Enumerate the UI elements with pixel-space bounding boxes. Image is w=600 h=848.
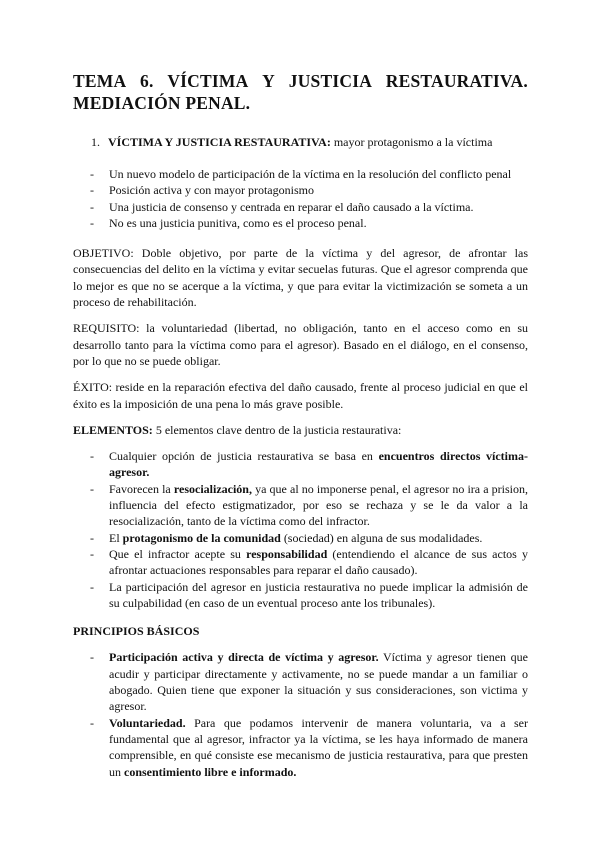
list-item-bold: consentimiento libre e informado. [124, 764, 297, 779]
dash-marker: - [90, 715, 94, 730]
document-page [73, 70, 528, 780]
dash-marker: - [90, 481, 94, 496]
list-item [73, 215, 528, 231]
elementos-heading [73, 422, 528, 438]
title-line-1 [73, 70, 528, 92]
list-item-text: Un nuevo modelo de participación de la víctima en la resolución del conflicto penal [109, 167, 512, 181]
dash-marker: - [90, 215, 94, 230]
list-item-bold: protagonismo de la comunidad [122, 530, 281, 545]
list-item-text: La participación del agresor en justicia restaurativa no puede implicar la admisión de su culpabilidad (en caso de un eventual proceso ante los tribunales). [109, 579, 528, 610]
dash-marker: - [90, 546, 94, 561]
dash-marker: - [90, 183, 94, 198]
list-item-text: Que el infractor acepte su [109, 546, 247, 561]
dash-marker: - [90, 530, 94, 545]
list-item-text: Víctima y agresor tienen que acudir y participar directamente y activamente, no se puede mandar a un familiar o abogado. Quien tiene que exponer la situación y sus consideraciones, son victima y agresor. [109, 650, 528, 714]
page-title [73, 70, 528, 114]
list-item [73, 448, 528, 481]
section-number: 1. [91, 135, 100, 149]
list-item-text: (sociedad) en alguna de sus modalidades. [280, 530, 483, 545]
dash-marker: - [90, 167, 94, 181]
list-item-bold: encuentros directos víctima-agresor. [109, 449, 528, 480]
intro-bullet-list [73, 166, 528, 231]
principios-heading-text: PRINCIPIOS BÁSICOS [73, 624, 200, 639]
list-item [73, 166, 528, 182]
objetivo-paragraph: OBJETIVO: Doble objetivo, por parte de la víctima y del agresor, de afrontar las consecuencias del delito en la víctima y evitar secuelas futuras. Que el agresor comprenda que lo mejor es que no se acerque a la víctima, y que para evitar la victimización se someta a un proceso de rehabilitación. [73, 246, 528, 310]
section-heading-rest: mayor protagonismo a la víctima [330, 135, 493, 149]
title-word: VÍCTIMA [167, 71, 249, 91]
list-item-text: ya que al no imponerse penal, el agresor no ira a prision, influencia del efecto estigmatizador, por eso se rechaza y se le da valor a la resocialización, tanto de la víctima como del infractor. [109, 481, 529, 529]
list-item [73, 530, 528, 546]
title-word: TEMA [73, 71, 127, 91]
list-item-text: El [109, 530, 123, 545]
title-line-2: MEDIACIÓN PENAL. [73, 93, 251, 113]
elementos-list [73, 448, 528, 611]
dash-marker: - [90, 199, 94, 214]
list-item-bold: resocialización, [173, 481, 252, 496]
list-item-text: Posición activa y con mayor protagonismo [109, 183, 314, 198]
title-word: 6. [140, 71, 154, 91]
dash-marker: - [90, 449, 94, 464]
list-item-bold: responsabilidad [246, 546, 328, 561]
title-word: Y [262, 71, 276, 91]
list-item [73, 649, 528, 714]
list-item [73, 182, 528, 198]
dash-marker: - [90, 650, 94, 665]
title-word: JUSTICIA [288, 71, 373, 91]
list-item [73, 199, 528, 215]
elementos-text: 5 elementos clave dentro de la justicia restaurativa: [152, 422, 402, 437]
section-heading [91, 134, 528, 150]
list-item-text: No es una justicia punitiva, como es el proceso penal. [109, 215, 367, 230]
elementos-label: ELEMENTOS: [73, 422, 153, 437]
dash-marker: - [90, 579, 94, 594]
principios-heading [73, 623, 528, 639]
section-heading-bold: VÍCTIMA Y JUSTICIA RESTAURATIVA: [108, 135, 331, 149]
list-item [73, 546, 528, 579]
list-item-text: Cualquier opción de justicia restaurativa se basa en [109, 449, 379, 464]
list-item [73, 481, 528, 530]
list-item-text: Una justicia de consenso y centrada en reparar el daño causado a la víctima. [109, 199, 474, 214]
list-item-bold: Participación activa y directa de víctima y agresor. [109, 650, 379, 665]
exito-paragraph: ÉXITO: reside en la reparación efectiva del daño causado, frente al proceso judicial en que el éxito es la imposición de una pena lo más grave posible. [73, 380, 528, 411]
title-word: RESTAURATIVA. [385, 71, 528, 91]
requisito-paragraph: REQUISITO: la voluntariedad (libertad, no obligación, tanto en el acceso como en su desarrollo tanto para la víctima como para el agresor). Basado en el diálogo, en el consenso, por lo que no se puede obligar. [73, 321, 528, 368]
list-item-text: Favorecen la [109, 481, 174, 496]
list-item [73, 579, 528, 612]
list-item-text: (entendiendo el alcance de sus actos y afrontar actuaciones responsables para reparar el daño causado). [109, 546, 528, 578]
list-item-bold: Voluntariedad. [109, 715, 186, 730]
principios-list [73, 649, 528, 779]
list-item [73, 715, 528, 780]
list-item-text: Para que podamos intervenir de manera voluntaria, va a ser fundamental que al agresor, infractor ya la víctima, se les haya informado de manera comprensible, en qué consiste ese mecanismo de justicia restaurativa, para que presten un [109, 715, 528, 779]
